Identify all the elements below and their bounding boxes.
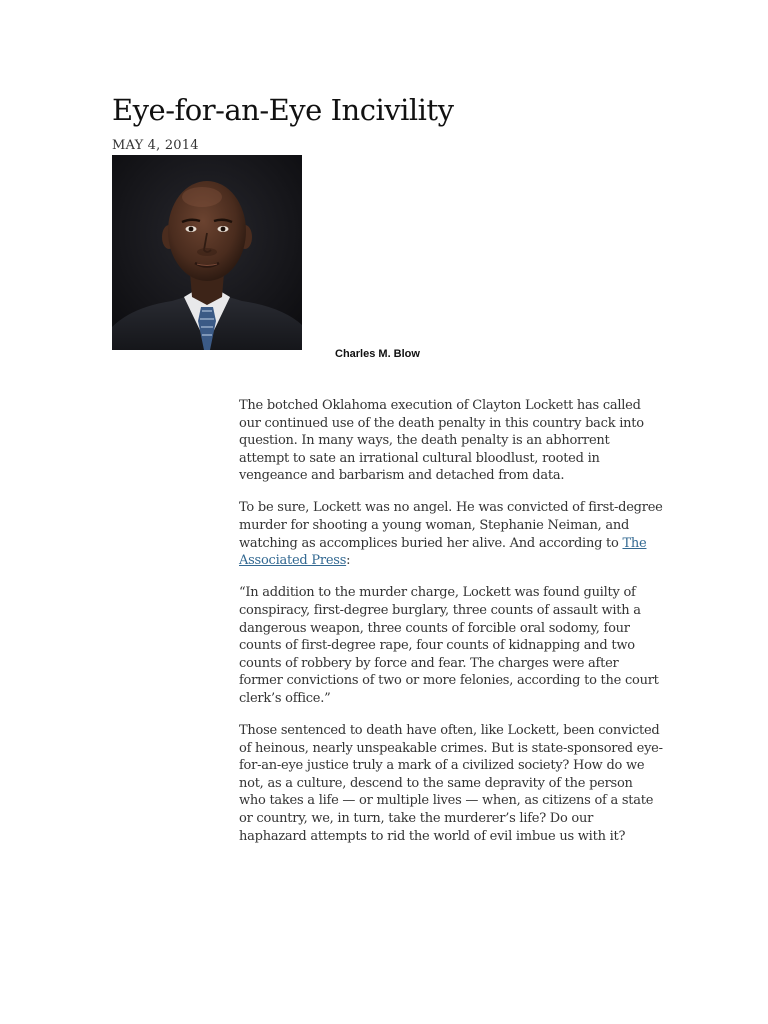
- paragraph-text: To be sure, Lockett was no angel. He was convicted of first-degree murder for shooting a young woman, Stephanie Neiman, and watching as accomplices buried her alive. And according to: [239, 500, 663, 551]
- article-date: MAY 4, 2014: [112, 138, 199, 153]
- article-paragraph: Those sentenced to death have often, like Lockett, been convicted of heinous, nearly unspeakable crimes. But is state-sponsored eye-for-an-eye justice truly a mark of a civilized society? How do we not, as a culture, descend to the same depravity of the person who takes a life — or multiple lives — when, as citizens of a state or country, we, in turn, take the murderer’s life? Do our haphazard attempts to rid the world of evil imbue us with it?: [239, 723, 663, 844]
- article-headline: Eye-for-an-Eye Incivility: [112, 93, 454, 127]
- article-body: [239, 397, 663, 860]
- article-paragraph: The botched Oklahoma execution of Clayton Lockett has called our continued use of the death penalty in this country back into question. In many ways, the death penalty is an abhorrent attempt to sate an irrational cultural bloodlust, rooted in vengeance and barbarism and detached from data.: [239, 398, 644, 484]
- article-paragraph: “In addition to the murder charge, Lockett was found guilty of conspiracy, first-degree burglary, three counts of assault with a dangerous weapon, three counts of forcible oral sodomy, four counts of first-degree rape, four counts of kidnapping and two counts of robbery by force and fear. The charges were after former convictions of two or more felonies, according to the court clerk’s office.”: [239, 585, 659, 706]
- author-caption: Charles M. Blow: [335, 348, 420, 360]
- associated-press-link[interactable]: The Associated Press: [239, 535, 647, 569]
- article-paragraph: [239, 499, 663, 569]
- author-photo: [112, 155, 302, 350]
- paragraph-text: :: [346, 553, 351, 569]
